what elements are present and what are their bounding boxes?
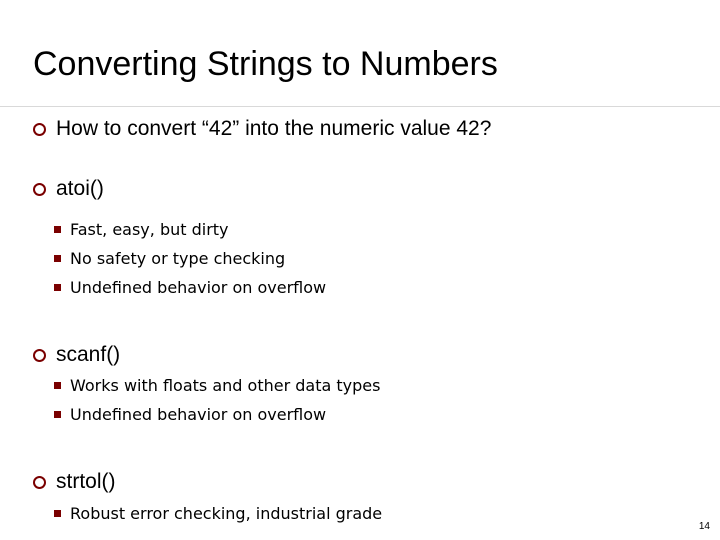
sub-bullet-item [54, 501, 382, 525]
sub-bullet-text: Undefined behavior on overflow [70, 277, 327, 297]
sub-bullet-item [54, 373, 380, 397]
ring-bullet-icon [33, 183, 46, 196]
square-bullet-icon [54, 255, 61, 262]
page-number: 14 [698, 521, 710, 532]
sub-bullet-text: Fast, easy, but dirty [70, 219, 229, 239]
bullet-item [33, 114, 491, 144]
title-rule [0, 106, 720, 107]
sub-bullet-text: Works with floats and other data types [70, 375, 381, 395]
bullet-text: How to convert “42” into the numeric value 42? [56, 117, 492, 140]
sub-bullet-text: Robust error checking, industrial grade [70, 503, 383, 523]
slide-title: Converting Strings to Numbers [33, 45, 498, 83]
ring-bullet-icon [33, 476, 46, 489]
bullet-text: strtol() [56, 470, 116, 493]
bullet-item [33, 340, 120, 370]
sub-bullet-item [54, 275, 326, 299]
sub-bullet-item [54, 246, 285, 270]
sub-bullet-item [54, 217, 229, 241]
bullet-text: atoi() [56, 177, 104, 200]
square-bullet-icon [54, 411, 61, 418]
sub-bullet-item [54, 402, 326, 426]
sub-bullet-text: No safety or type checking [70, 248, 286, 268]
square-bullet-icon [54, 510, 61, 517]
bullet-text: scanf() [56, 343, 121, 366]
square-bullet-icon [54, 226, 61, 233]
ring-bullet-icon [33, 123, 46, 136]
square-bullet-icon [54, 382, 61, 389]
ring-bullet-icon [33, 349, 46, 362]
bullet-item [33, 467, 116, 497]
sub-bullet-text: Undefined behavior on overflow [70, 404, 327, 424]
bullet-item [33, 174, 104, 204]
square-bullet-icon [54, 284, 61, 291]
